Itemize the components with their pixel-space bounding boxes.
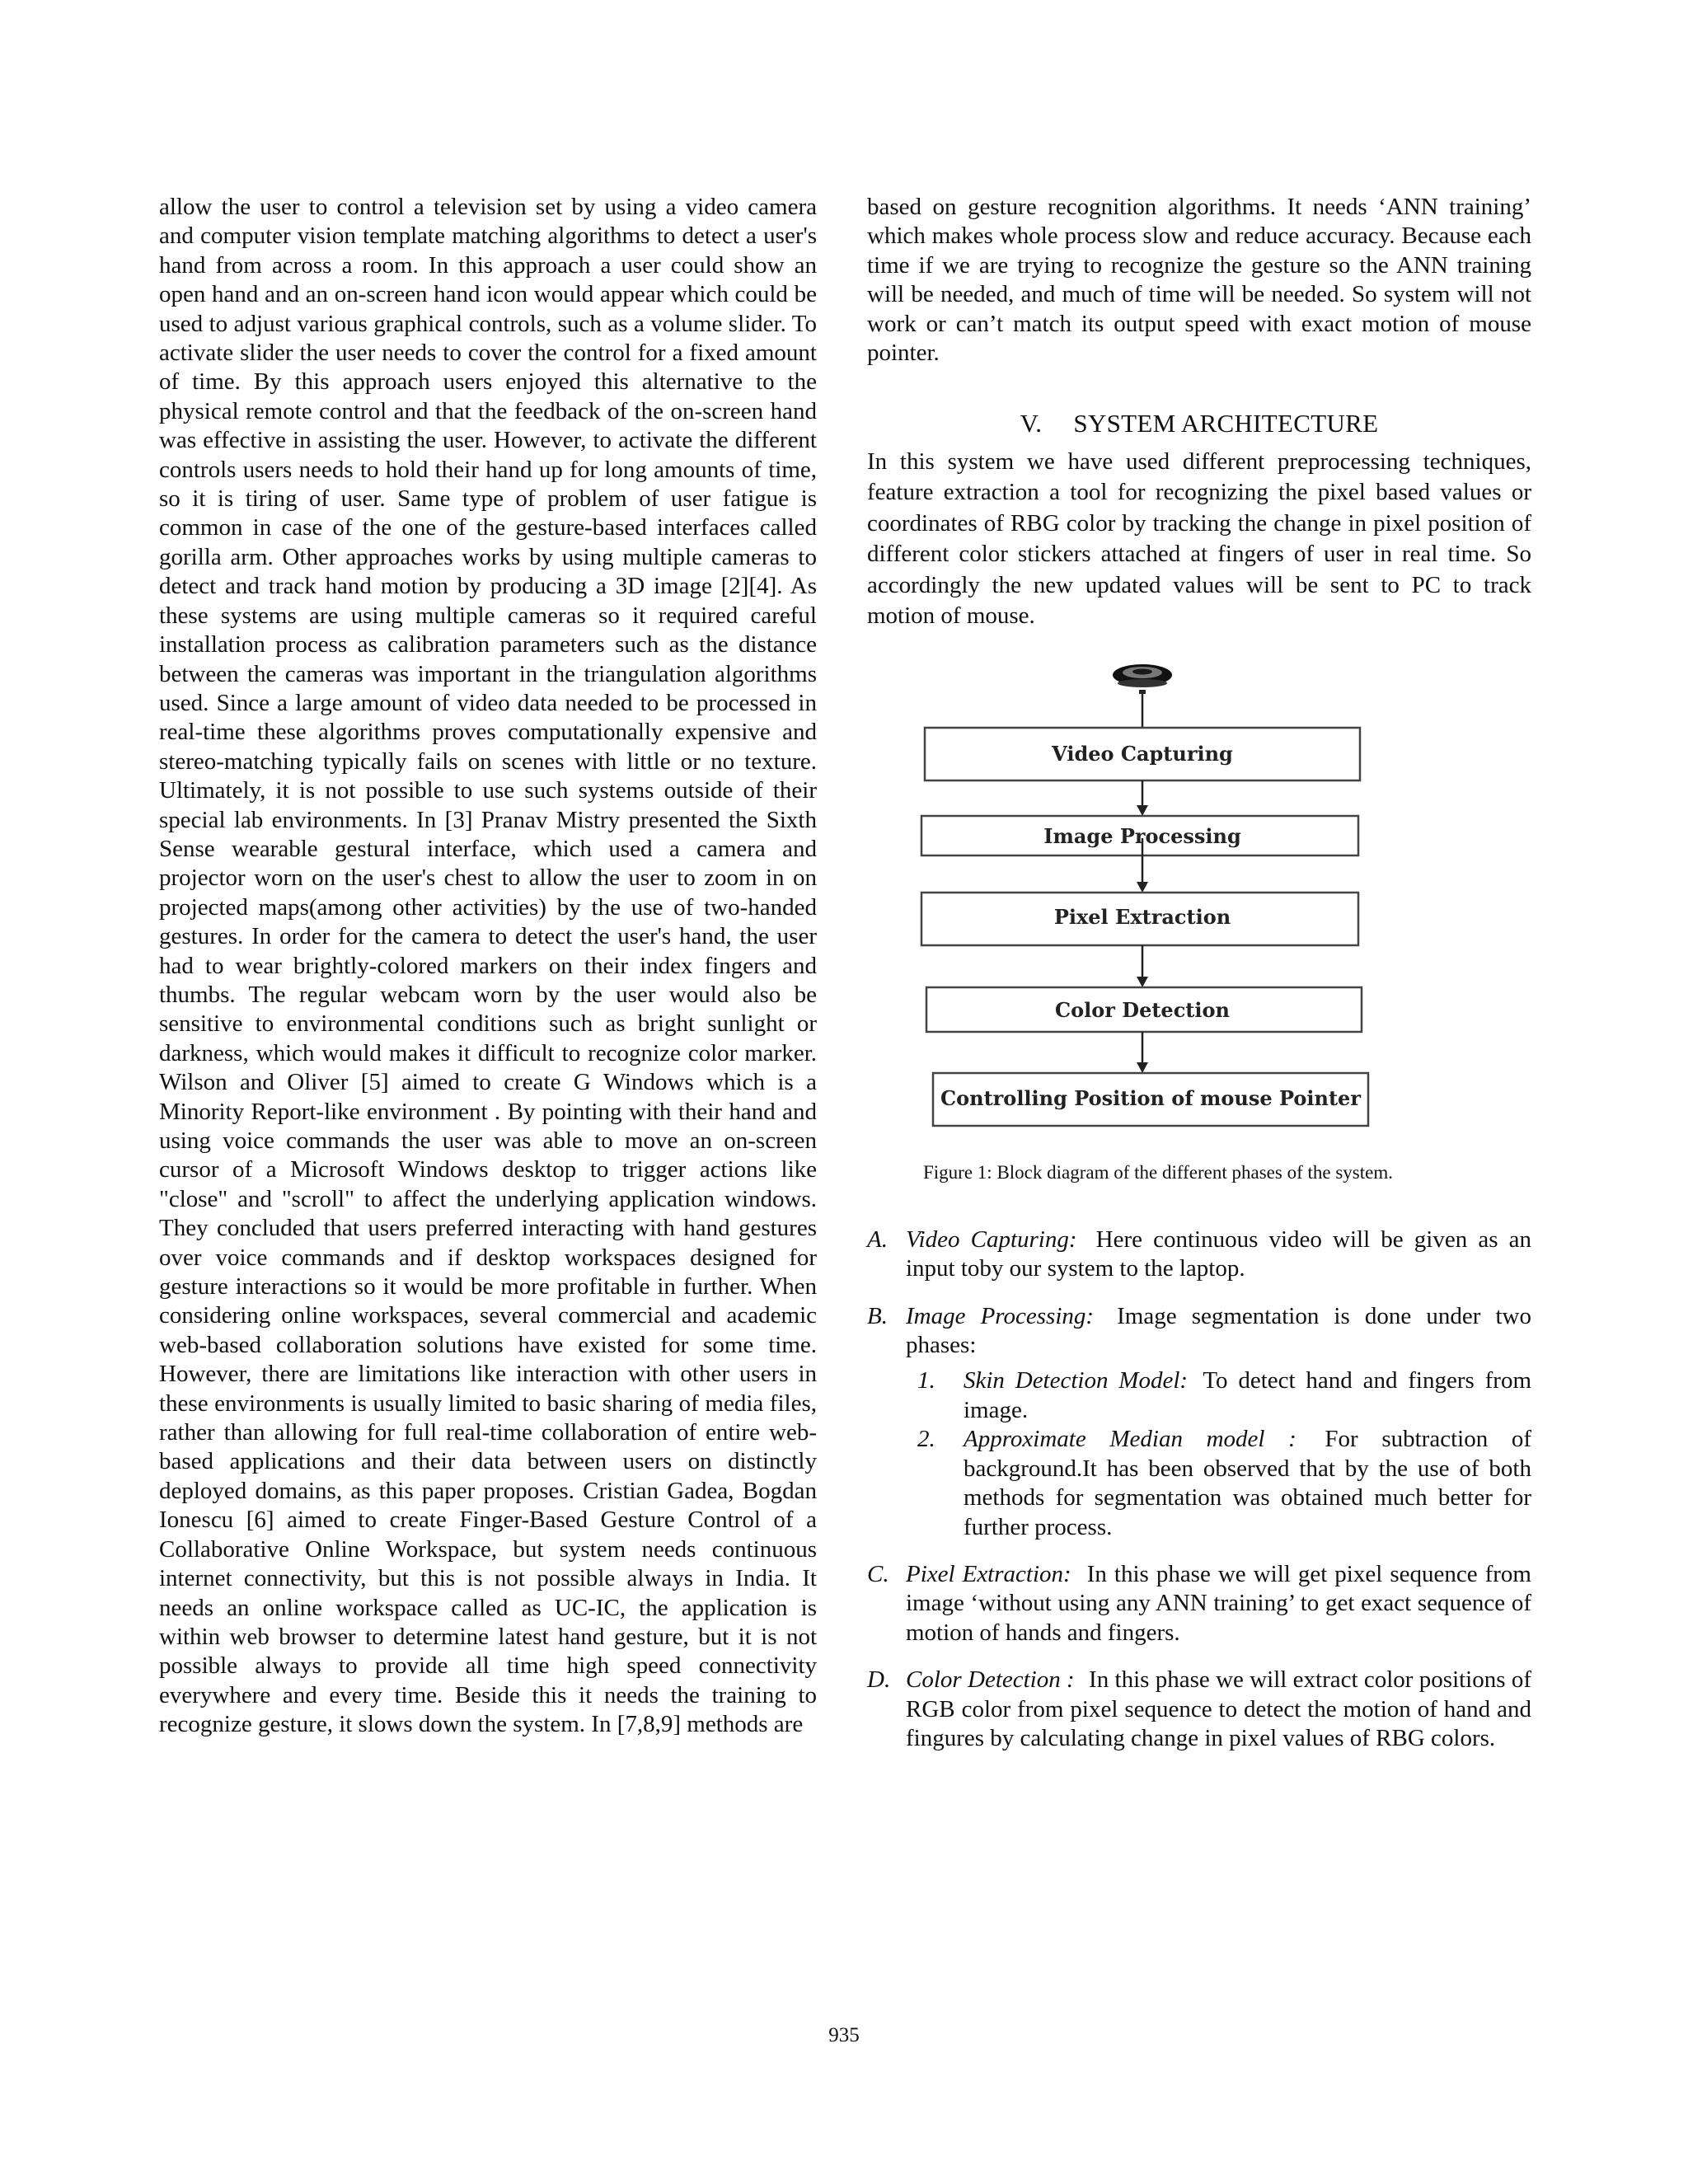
list-letter: D. <box>867 1666 891 1694</box>
figure-block-diagram <box>867 647 1531 1184</box>
section-title: SYSTEM ARCHITECTURE <box>1073 409 1379 438</box>
list-text: Here continuous video will be given as an input toby our system to the laptop. <box>906 1226 1531 1282</box>
list-letter: B. <box>867 1302 888 1329</box>
list-item-pixel-extraction <box>867 1560 1531 1647</box>
arrow-color-to-pointer <box>1137 1032 1148 1073</box>
phase-list <box>867 1226 1531 1754</box>
sub-list-number: 2. <box>917 1426 935 1453</box>
arrow-video-to-image <box>1137 780 1148 816</box>
list-term: Video Capturing: <box>906 1226 1077 1253</box>
list-term: Color Detection : <box>906 1666 1075 1694</box>
box-pixel-extraction <box>921 893 1358 945</box>
arrow-pixel-to-color <box>1137 945 1148 987</box>
box-color-detection <box>926 987 1362 1032</box>
sub-list-number: 1. <box>917 1367 935 1394</box>
list-item-color-detection <box>867 1666 1531 1753</box>
box-label-color-detection: Color Detection <box>1055 997 1230 1022</box>
continuation-paragraph: based on gesture recognition algorithms. It needs ‘ANN training’ which makes whole process slow and reduce accuracy. Because each time if we are trying to recognize the gesture so the ANN training will be needed, and much of time will be needed. So system will not work or can’t match its output speed with exact motion of mouse pointer. <box>867 194 1531 367</box>
box-label-image-processing: Image Processing <box>1043 823 1241 848</box>
box-label-controlling-position: Controlling Position of mouse Pointer <box>940 1085 1361 1110</box>
section-heading <box>867 409 1531 438</box>
left-body-paragraph: allow the user to control a television set by using a video camera and computer vision template matching algorithms to detect a user's hand from across a room. In this approach a user could show an open hand and an on-screen hand icon would appear which could be used to adjust various graphical controls, such as a volume slider. To activate slider the user needs to cover the control for a fixed amount of time. By this approach users enjoyed this alternative to the physical remote control and that the feedback of the on-screen hand was effective in assisting the user. However, to activate the different controls users needs to hold their hand up for long amounts of time, so it is tiring of user. Same type of problem of user fatigue is common in case of the one of the gesture-based interfaces called gorilla arm. Other approaches works by using multiple cameras to detect and track hand motion by producing a 3D image [2][4]. As these systems are using multiple cameras so it required careful installation process as calibration parameters such as the distance between the cameras was important in the triangulation algorithms used. Since a large amount of video data needed to be processed in real-time these algorithms proves computationally expensive and stereo-matching typically fails on scenes with little or no texture. Ultimately, it is not possible to use such systems outside of their special lab environments. In [3] Pranav Mistry presented the Sixth Sense wearable gestural interface, which used a camera and projector worn on the user's chest to allow the user to zoom in on projected maps(among other activities) by the use of two-handed gestures. In order for the camera to detect the user's hand, the user had to wear brightly-colored markers on their index fingers and thumbs. The regular webcam worn by the user would also be sensitive to environmental conditions such as bright sunlight or darkness, which would makes it difficult to recognize color marker. Wilson and Oliver [5] aimed to create G Windows which is a Minority Report-like environment . By pointing with their hand and using voice commands the user was able to move an on-screen cursor of a Microsoft Windows desktop to trigger actions like "close" and "scroll" to affect the underlying application windows. They concluded that users preferred interacting with hand gestures over voice commands and if desktop workspaces designed for gesture interactions so it would be more profitable in further. When considering online workspaces, several commercial and academic web-based collaboration solutions have existed for some time. However, there are limitations like interaction with other users in these environments is usually limited to basic sharing of media files, rather than allowing for full real-time collaboration of entire web-based applications and their data between users on distinctly deployed domains, as this paper proposes. Cristian Gadea, Bogdan Ionescu [6] aimed to create Finger-Based Gesture Control of a Collaborative Online Workspace, but system needs continuous internet connectivity, but this is not possible always in India. It needs an online workspace called as UC-IC, the application is within web browser to determine latest hand gesture, but it is not possible always to provide all time high speed connectivity everywhere and every time. Beside this it needs the training to recognize gesture, it slows down the system. In [7,8,9] methods are <box>159 194 817 1738</box>
list-item-video-capturing <box>867 1226 1531 1284</box>
webcam-icon <box>1113 664 1172 694</box>
box-image-processing <box>921 816 1358 855</box>
section-intro-paragraph: In this system we have used different preprocessing techniques, feature extraction a tool for recognizing the pixel based values or coordinates of RBG color by tracking the change in pixel position of different color stickers attached at fingers of user in real time. So accordingly the new updated values will be sent to PC to track motion of mouse. <box>867 448 1531 630</box>
list-letter: C. <box>867 1560 889 1587</box>
list-letter: A. <box>867 1226 888 1253</box>
page-number: 935 <box>828 2024 860 2046</box>
block-diagram <box>867 647 1531 1150</box>
figure-caption: Figure 1: Block diagram of the different phases of the system. <box>923 1161 1393 1183</box>
box-label-pixel-extraction: Pixel Extraction <box>1053 904 1231 929</box>
sub-list-item-median-model <box>906 1425 1531 1542</box>
list-text: Image segmentation is done under two phases: <box>906 1302 1531 1359</box>
box-label-video-capturing: Video Capturing <box>1052 741 1233 766</box>
list-term: Image Processing: <box>906 1302 1095 1329</box>
list-term: Pixel Extraction: <box>906 1560 1071 1587</box>
left-column <box>159 193 817 1740</box>
section-number: V. <box>1020 409 1043 438</box>
list-text: In this phase we will get pixel sequence from image ‘without using any ANN training’ to get exact sequence of motion of hands and fingers. <box>906 1560 1531 1646</box>
list-text: In this phase we will extract color positions of RGB color from pixel sequence to detect the motion of hand and fingures by calculating change in pixel values of RBG colors. <box>906 1666 1532 1751</box>
box-controlling-position <box>933 1073 1368 1126</box>
sub-list-item-skin-detection <box>906 1366 1531 1425</box>
list-item-image-processing <box>867 1302 1531 1542</box>
sub-list <box>906 1366 1531 1541</box>
right-column <box>867 193 1531 1771</box>
sub-list-text: To detect hand and fingers from image. <box>964 1367 1531 1423</box>
sub-list-term: Skin Detection Model: <box>964 1367 1189 1394</box>
box-video-capturing <box>925 728 1360 780</box>
sub-list-term: Approximate Median model : <box>964 1426 1296 1453</box>
sub-list-text: For subtraction of background.It has been observed that by the use of both methods for segmentation was obtained much better for further process. <box>964 1426 1531 1540</box>
